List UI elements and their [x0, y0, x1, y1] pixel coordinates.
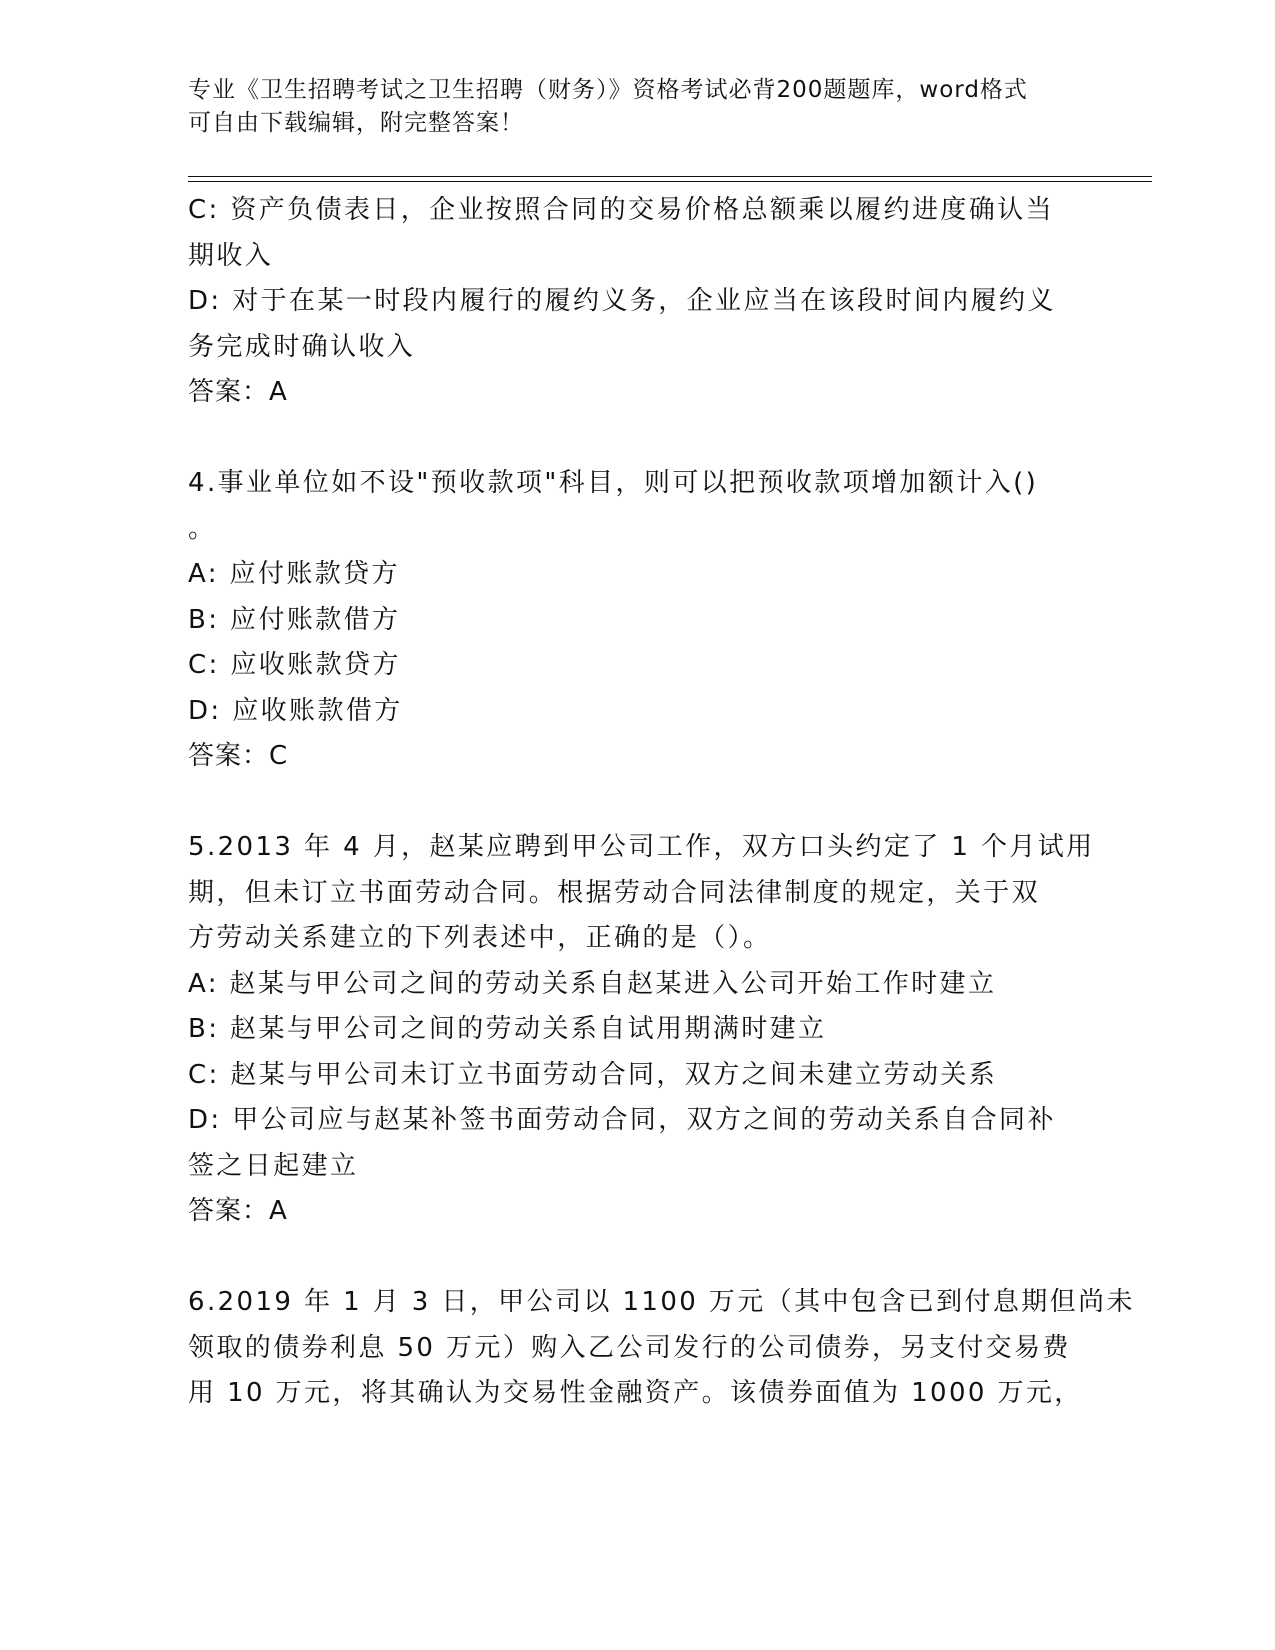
- answer-value: A: [269, 1196, 290, 1226]
- option-a: A: 应付账款贷方: [188, 559, 400, 589]
- option-b: B: 赵某与甲公司之间的劳动关系自试用期满时建立: [188, 1014, 827, 1044]
- answer-line: [188, 370, 1088, 416]
- option-d-line-2: 务完成时确认收入: [188, 331, 416, 362]
- option-d: D: 应收账款借方: [188, 695, 403, 726]
- spacer: [188, 1235, 1088, 1281]
- header-title-line-2: 可自由下载编辑，附完整答案！: [188, 110, 524, 136]
- question-3-tail: [188, 188, 1088, 416]
- spacer: [188, 416, 1088, 462]
- question-stem-line: 。: [188, 513, 217, 544]
- document-header: [188, 74, 1088, 140]
- header-divider-top: [188, 176, 1152, 177]
- option-c: C: 应收账款贷方: [188, 650, 401, 680]
- question-content: [188, 188, 1135, 1417]
- question-5: [188, 825, 1095, 1235]
- option-d-line-2: 签之日起建立: [188, 1150, 359, 1181]
- question-stem-line: 用 10 万元，将其确认为交易性金融资产。该债券面值为 1000 万元，: [188, 1378, 1083, 1408]
- question-stem-line: 领取的债券利息 50 万元）购入乙公司发行的公司债券，另支付交易费: [188, 1332, 1071, 1363]
- answer-label: 答案：: [188, 741, 270, 771]
- answer-line: [188, 734, 1088, 780]
- option-b: B: 应付账款借方: [188, 604, 401, 635]
- answer-label: 答案：: [188, 377, 270, 407]
- answer-line: [188, 1189, 1088, 1235]
- option-c-line-1: C: 资产负债表日，企业按照合同的交易价格总额乘以履约进度确认当: [188, 195, 1054, 225]
- question-stem-line: 4.事业单位如不设"预收款项"科目，则可以把预收款项增加额计入(): [188, 468, 1039, 498]
- question-stem-line: 期，但未订立书面劳动合同。根据劳动合同法律制度的规定，关于双: [188, 877, 1041, 908]
- option-d-line-1: D: 对于在某一时段内履行的履约义务，企业应当在该段时间内履约义: [188, 286, 1056, 316]
- question-6: [188, 1280, 1135, 1417]
- answer-value: A: [269, 377, 290, 407]
- header-title-line-1: 专业《卫生招聘考试之卫生招聘（财务）》资格考试必背200题题库，word格式: [188, 77, 1028, 103]
- question-stem-line: 6.2019 年 1 月 3 日，甲公司以 1100 万元（其中包含已到付息期但尚未: [188, 1287, 1135, 1317]
- option-d-line-1: D: 甲公司应与赵某补签书面劳动合同，双方之间的劳动关系自合同补: [188, 1105, 1056, 1135]
- header-divider-bottom: [188, 181, 1152, 182]
- question-stem-line: 方劳动关系建立的下列表述中，正确的是（）。: [188, 923, 772, 953]
- answer-value: C: [269, 741, 290, 771]
- option-a: A: 赵某与甲公司之间的劳动关系自赵某进入公司开始工作时建立: [188, 968, 997, 999]
- question-4: [188, 461, 1088, 780]
- option-c-line-2: 期收入: [188, 240, 274, 271]
- question-stem-line: 5.2013 年 4 月，赵某应聘到甲公司工作，双方口头约定了 1 个月试用: [188, 832, 1095, 862]
- option-c: C: 赵某与甲公司未订立书面劳动合同，双方之间未建立劳动关系: [188, 1059, 998, 1090]
- spacer: [188, 780, 1088, 826]
- answer-label: 答案：: [188, 1196, 270, 1226]
